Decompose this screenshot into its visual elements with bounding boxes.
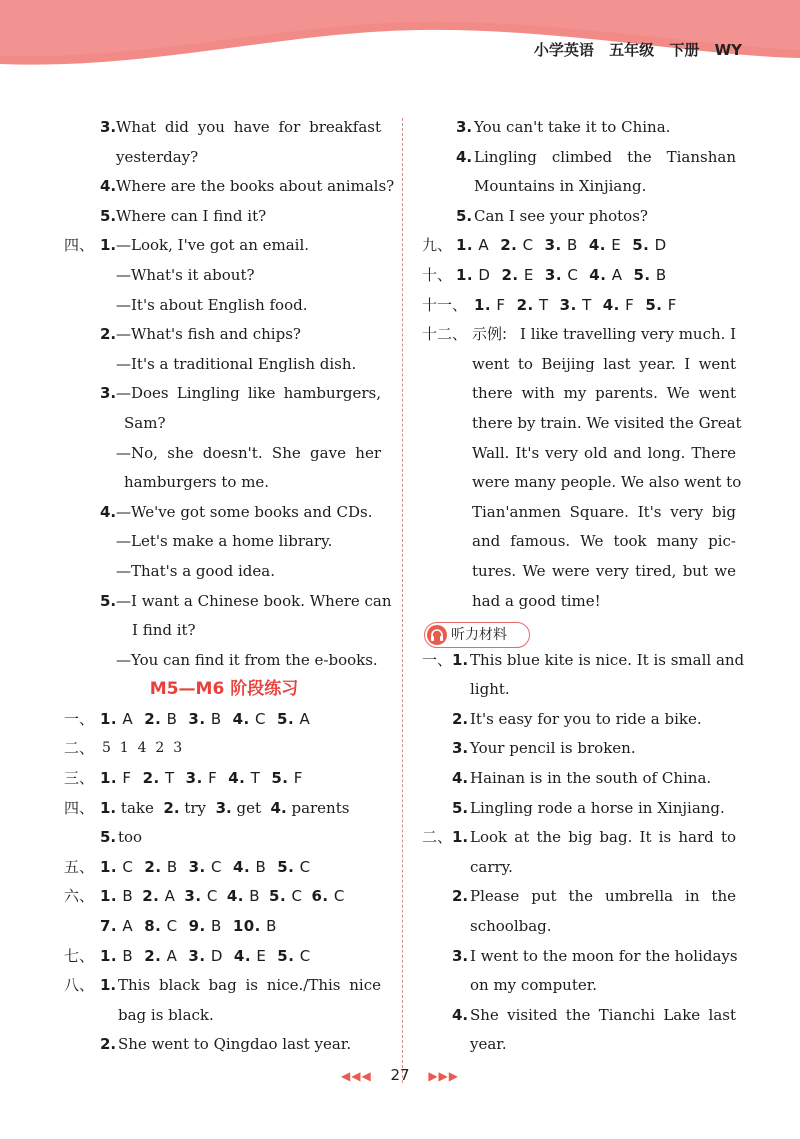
section-label: 四、 (64, 236, 95, 255)
listening-text: I went to the moon for the holidays (470, 946, 738, 965)
answer-value: E (256, 946, 267, 965)
order-answer: 5 1 4 2 3 (102, 740, 183, 757)
answer-number: 3. (188, 946, 206, 965)
section-label: 一、 (64, 709, 95, 728)
answer-number: 1. (456, 236, 474, 255)
answer-item (188, 947, 222, 965)
answer-list (456, 231, 678, 261)
answer-line: 4. Lingling climbed the Tianshan (422, 143, 740, 173)
answer-number: 1. (474, 295, 492, 314)
exercise-row (422, 291, 740, 321)
answer-item (143, 769, 175, 787)
answer-value: C (522, 236, 534, 255)
section-label: 八、 (64, 976, 95, 995)
dialogue-line: I find it? (132, 621, 196, 640)
listening-text: Hainan is in the south of China. (470, 769, 712, 788)
section-label: 七、 (64, 946, 95, 965)
answer-item (234, 947, 266, 965)
header-volume: 下册 (669, 41, 700, 59)
answer-value: T (538, 295, 549, 314)
essay-line (422, 379, 740, 409)
answer-value: F (208, 769, 218, 788)
listening-line (422, 971, 740, 1001)
answer-line: 3. You can't take it to China. (422, 113, 740, 143)
page-number: 27 (390, 1066, 410, 1084)
answer-item (100, 947, 133, 965)
essay-line (422, 320, 740, 350)
answer-line: 3. —Does Lingling like hamburgers, (64, 379, 384, 409)
essay-text: there with my parents. We went (472, 384, 736, 403)
answer-item (545, 266, 578, 284)
answer-item (144, 858, 177, 876)
answer-number: 1. (100, 857, 118, 876)
answer-number: 3. (184, 887, 202, 906)
listening-line: 3. I went to the moon for the holidays (422, 942, 740, 972)
listening-line: 3. Your pencil is broken. (422, 734, 740, 764)
answer-number: 5. (277, 857, 295, 876)
answer-item (633, 266, 666, 284)
answer-item (632, 236, 666, 254)
answer-line: 2. —What's fish and chips? (64, 320, 384, 350)
listening-line (422, 853, 740, 883)
answer-list (100, 942, 322, 972)
answer-item (517, 296, 549, 314)
answer-item (500, 236, 533, 254)
answer-value: D (210, 946, 223, 965)
answer-item (456, 266, 490, 284)
answer-item (474, 296, 506, 314)
answer-value: A (611, 265, 623, 284)
dialogue-line: —It's about English food. (116, 295, 308, 314)
answer-value: E (611, 236, 622, 255)
exercise-row (422, 261, 740, 291)
listening-line: 4. Hainan is in the south of China. (422, 764, 740, 794)
listening-line (422, 675, 740, 705)
answer-item (233, 710, 266, 728)
listening-text: Look at the big bag. It is hard to (470, 828, 736, 847)
essay-text: there by train. We visited the Great (472, 413, 742, 432)
answer-text: Lingling climbed the Tianshan (474, 147, 736, 166)
answer-item (501, 266, 533, 284)
answer-line (422, 172, 740, 202)
answer-item (189, 917, 222, 935)
answer-word: take (120, 798, 154, 817)
header-book-info (524, 39, 742, 60)
answer-number: 2. (142, 769, 160, 788)
answer-value: D (478, 265, 491, 284)
section-label: 二、 (64, 739, 95, 758)
dialogue-line: —I want a Chinese book. Where can (116, 591, 392, 610)
answer-number: 4. (602, 295, 620, 314)
answer-value: C (211, 857, 223, 876)
answer-line (64, 439, 384, 469)
listening-text: Please put the umbrella in the (470, 887, 736, 906)
listening-text: schoolbag. (470, 917, 552, 936)
answer-value: B (122, 887, 134, 906)
answer-item (189, 858, 222, 876)
answer-value: B (255, 857, 267, 876)
exercise-row: 2. She went to Qingdao last year. (64, 1030, 384, 1060)
answer-text: You can't take it to China. (474, 118, 671, 136)
answer-value: B (166, 857, 178, 876)
headphones-icon (427, 625, 447, 645)
answer-item (228, 769, 260, 787)
answer-value: A (166, 946, 178, 965)
answer-value: B (567, 236, 578, 255)
answer-number: 2. (144, 857, 162, 876)
answer-value: F (293, 769, 303, 788)
answer-number: 2. (516, 295, 534, 314)
exercise-row (64, 853, 384, 883)
listening-text: year. (470, 1035, 507, 1054)
answer-item (560, 296, 592, 314)
answer-item (456, 236, 489, 254)
listening-text: carry. (470, 857, 513, 876)
answer-line (64, 616, 384, 646)
answer-value: A (299, 709, 311, 728)
answer-value: B (122, 946, 134, 965)
answer-number: 2. (501, 265, 519, 284)
listening-text: Your pencil is broken. (470, 739, 636, 758)
exercise-row: 5. too (64, 823, 384, 853)
answer-item (100, 887, 133, 905)
exercise-row (422, 231, 740, 261)
section-label: 六、 (64, 887, 95, 906)
header-edition: WY (714, 41, 742, 59)
answer-text: This black bag is nice./This nice (118, 976, 381, 995)
answer-text: She went to Qingdao last year. (118, 1035, 352, 1054)
word-answers: 1. take 2. try 3. get 4. parents (100, 798, 350, 817)
answer-line (64, 143, 384, 173)
listening-text: She visited the Tianchi Lake last (470, 1005, 736, 1024)
listening-material-badge (424, 622, 530, 648)
answer-item (589, 236, 621, 254)
answer-line (64, 557, 384, 587)
dialogue-line: Sam? (124, 413, 166, 432)
answer-list (100, 912, 288, 942)
answer-value: C (122, 857, 134, 876)
answer-number: 3. (544, 265, 563, 284)
answer-line (64, 527, 384, 557)
answer-line (64, 291, 384, 321)
answer-item (100, 710, 133, 728)
answer-line: 4. Where are the books about animals? (64, 172, 384, 202)
answer-text: Can I see your photos? (474, 206, 648, 225)
answer-number: 3. (188, 709, 206, 728)
listening-line (422, 912, 740, 942)
answer-number: 1. (100, 887, 118, 906)
answer-item (227, 887, 260, 905)
exercise-row (64, 1001, 384, 1031)
answer-item (233, 858, 266, 876)
answer-line: 四、 1. —Look, I've got an email. (64, 231, 384, 261)
answer-number: 10. (232, 917, 261, 936)
header-subject: 小学英语 (533, 41, 594, 59)
dialogue-line: —It's a traditional English dish. (116, 354, 357, 373)
answer-number: 9. (188, 917, 206, 936)
answer-value: A (478, 236, 490, 255)
exercise-row (64, 764, 384, 794)
listening-text: light. (470, 680, 510, 699)
essay-text: went to Beijing last year. I went (472, 354, 736, 373)
answer-number: 6. (311, 887, 329, 906)
answer-value: T (164, 769, 175, 788)
essay-text: and famous. We took many pic- (472, 532, 736, 551)
page-footer (0, 1066, 800, 1084)
answer-word: too (118, 828, 143, 847)
exercise-row: 八、 1. This black bag is nice./This nice (64, 971, 384, 1001)
answer-item (100, 858, 133, 876)
answer-line: 5. —I want a Chinese book. Where can (64, 587, 384, 617)
answer-line: 4. —We've got some books and CDs. (64, 498, 384, 528)
essay-line (422, 409, 740, 439)
answer-value: C (206, 887, 218, 906)
answer-number: 8. (144, 917, 162, 936)
essay-text: had a good time! (472, 591, 601, 610)
answer-item (271, 769, 303, 787)
essay-line (422, 350, 740, 380)
essay-text: Wall. It's very old and long. There (472, 443, 736, 462)
dialogue-line: —Look, I've got an email. (116, 236, 310, 255)
answer-value: T (250, 769, 261, 788)
answer-value: B (655, 265, 667, 284)
example-label: 示例: (472, 325, 508, 344)
answer-item (100, 769, 132, 787)
answer-item (277, 858, 310, 876)
header-band (0, 0, 800, 72)
answer-value: A (122, 709, 134, 728)
answer-list (100, 764, 314, 794)
answer-number: 7. (100, 917, 118, 936)
answer-number: 5. (277, 946, 295, 965)
answer-item (144, 947, 177, 965)
listening-line: 2. Please put the umbrella in the (422, 882, 740, 912)
answer-line (64, 646, 384, 676)
section-label: 三、 (64, 769, 95, 788)
answer-number: 4. (589, 265, 607, 284)
answer-number: 2. (144, 946, 162, 965)
exercise-row (64, 794, 384, 824)
answer-number: 2. (142, 887, 160, 906)
answer-value: B (249, 887, 261, 906)
essay-line (422, 498, 740, 528)
section-label: 二、 (422, 828, 453, 847)
answer-number: 1. (100, 709, 118, 728)
essay-line (422, 587, 740, 617)
answer-value: C (291, 887, 303, 906)
answer-line: 5. Can I see your photos? (422, 202, 740, 232)
answer-text: Where can I find it? (116, 206, 267, 225)
answer-list (474, 291, 688, 321)
answer-item (144, 917, 177, 935)
listening-text: Lingling rode a horse in Xinjiang. (470, 798, 725, 817)
answer-item (186, 769, 218, 787)
answer-number: 5. (632, 236, 650, 255)
answer-line (64, 409, 384, 439)
answer-item (233, 917, 277, 935)
answer-item (311, 887, 344, 905)
arrow-right-icon: ▶▶▶ (428, 1069, 460, 1083)
answer-number: 2. (500, 236, 518, 255)
answer-number: 5. (277, 709, 295, 728)
section-label: 十二、 (422, 325, 468, 344)
answer-line (64, 261, 384, 291)
answer-word: try (184, 798, 207, 817)
essay-text: were many people. We also went to (472, 473, 742, 492)
listening-line: 2. It's easy for you to ride a bike. (422, 705, 740, 735)
essay-line (422, 468, 740, 498)
dialogue-line: —What's it about? (116, 265, 255, 284)
answer-word: parents (291, 798, 350, 817)
answer-value: C (333, 887, 345, 906)
answer-value: A (164, 887, 176, 906)
exercise-row (64, 912, 384, 942)
answer-word: get (236, 798, 261, 817)
listening-material-label: 听力材料 (451, 627, 507, 643)
listening-line: 一、 1. This blue kite is nice. It is small and (422, 646, 740, 676)
answer-item (144, 710, 177, 728)
answer-number: 3. (188, 857, 206, 876)
exercise-row (64, 705, 384, 735)
answer-number: 5. (645, 295, 663, 314)
answer-item (188, 710, 221, 728)
answer-line (64, 350, 384, 380)
essay-line (422, 439, 740, 469)
answer-item (269, 887, 302, 905)
answer-number: 4. (228, 769, 246, 788)
answer-text: yesterday? (116, 147, 199, 166)
section-label: 十、 (422, 265, 453, 284)
answer-number: 4. (232, 709, 250, 728)
answer-number: 4. (588, 236, 606, 255)
answer-item (277, 710, 310, 728)
answer-item (589, 266, 622, 284)
answer-value: C (299, 857, 311, 876)
answer-value: A (122, 917, 134, 936)
section-label: 四、 (64, 798, 95, 817)
answer-text: What did you have for breakfast (116, 118, 381, 136)
listening-text: This blue kite is nice. It is small and (470, 650, 745, 669)
answer-number: 2. (144, 709, 162, 728)
page-header (0, 0, 800, 72)
answer-text: Mountains in Xinjiang. (474, 177, 647, 196)
essay-line (422, 557, 740, 587)
dialogue-line: —Let's make a home library. (116, 532, 333, 551)
answer-value: F (667, 295, 677, 314)
answer-item (277, 947, 310, 965)
answer-line (64, 468, 384, 498)
answer-value: E (523, 265, 534, 284)
listening-line (422, 1030, 740, 1060)
answer-number: 5. (633, 265, 651, 284)
dialogue-line: —That's a good idea. (116, 561, 275, 580)
answer-value: C (299, 946, 311, 965)
answer-item (142, 887, 175, 905)
section-label: 五、 (64, 857, 95, 876)
answer-value: B (210, 709, 222, 728)
answer-value: B (211, 917, 222, 936)
answer-value: B (166, 709, 178, 728)
answer-number: 1. (100, 769, 118, 788)
arrow-left-icon: ◀◀◀ (340, 1069, 372, 1083)
answer-list (456, 261, 678, 291)
exercise-row (64, 734, 384, 764)
essay-text: Tian'anmen Square. It's very big (472, 502, 736, 521)
dialogue-line: —You can find it from the e-books. (116, 650, 378, 669)
exercise-row (64, 942, 384, 972)
answer-number: 3. (544, 236, 562, 255)
answer-number: 1. (456, 265, 474, 284)
dialogue-line: —No, she doesn't. She gave her (116, 443, 381, 462)
listening-text: It's easy for you to ride a bike. (470, 709, 702, 728)
answer-value: C (255, 709, 267, 728)
answer-value: F (122, 769, 132, 788)
listening-line: 5. Lingling rode a horse in Xinjiang. (422, 794, 740, 824)
essay-line (422, 527, 740, 557)
answer-item (100, 917, 133, 935)
answer-value: D (654, 236, 667, 255)
column-divider (402, 118, 403, 1083)
answer-list (100, 853, 322, 883)
answer-line: 3. What did you have for breakfast (64, 113, 384, 143)
answer-line: 5. Where can I find it? (64, 202, 384, 232)
answer-number: 3. (185, 769, 203, 788)
listening-line: 二、 1. Look at the big bag. It is hard to (422, 823, 740, 853)
essay-text: I like travelling very much. I (520, 325, 737, 344)
answer-value: C (567, 265, 579, 284)
section-label: 九、 (422, 236, 453, 255)
right-column (422, 113, 745, 1060)
answer-value: F (496, 295, 506, 314)
section-label: 十一、 (422, 295, 468, 314)
answer-item (545, 236, 578, 254)
listening-text: on my computer. (470, 976, 598, 995)
answer-item (645, 296, 677, 314)
answer-number: 4. (226, 887, 244, 906)
dialogue-line: —Does Lingling like hamburgers, (116, 384, 381, 403)
answer-list (100, 705, 321, 735)
dialogue-line: —What's fish and chips? (116, 325, 301, 344)
dialogue-line: hamburgers to me. (124, 473, 270, 492)
left-column (64, 113, 395, 1060)
answer-item (603, 296, 635, 314)
answer-number: 3. (559, 295, 577, 314)
section-label: 一、 (422, 650, 453, 669)
answer-value: B (266, 917, 277, 936)
answer-list (100, 882, 354, 912)
answer-text: bag is black. (118, 1005, 214, 1024)
answer-value: T (582, 295, 592, 314)
essay-text: tures. We were very tired, but we (472, 561, 736, 580)
answer-number: 5. (271, 769, 289, 788)
answer-number: 4. (233, 946, 252, 965)
answer-number: 5. (269, 887, 287, 906)
listening-line: 4. She visited the Tianchi Lake last (422, 1001, 740, 1031)
answer-number: 4. (233, 857, 251, 876)
answer-value: C (166, 917, 178, 936)
answer-item (184, 887, 217, 905)
dialogue-line: —We've got some books and CDs. (116, 502, 373, 521)
answer-value: F (625, 295, 635, 314)
answer-number: 1. (100, 946, 118, 965)
exercise-row (64, 882, 384, 912)
answer-text: Where are the books about animals? (116, 177, 395, 196)
header-grade: 五年级 (609, 41, 655, 59)
section-title: M5—M6 阶段练习 (149, 679, 299, 700)
